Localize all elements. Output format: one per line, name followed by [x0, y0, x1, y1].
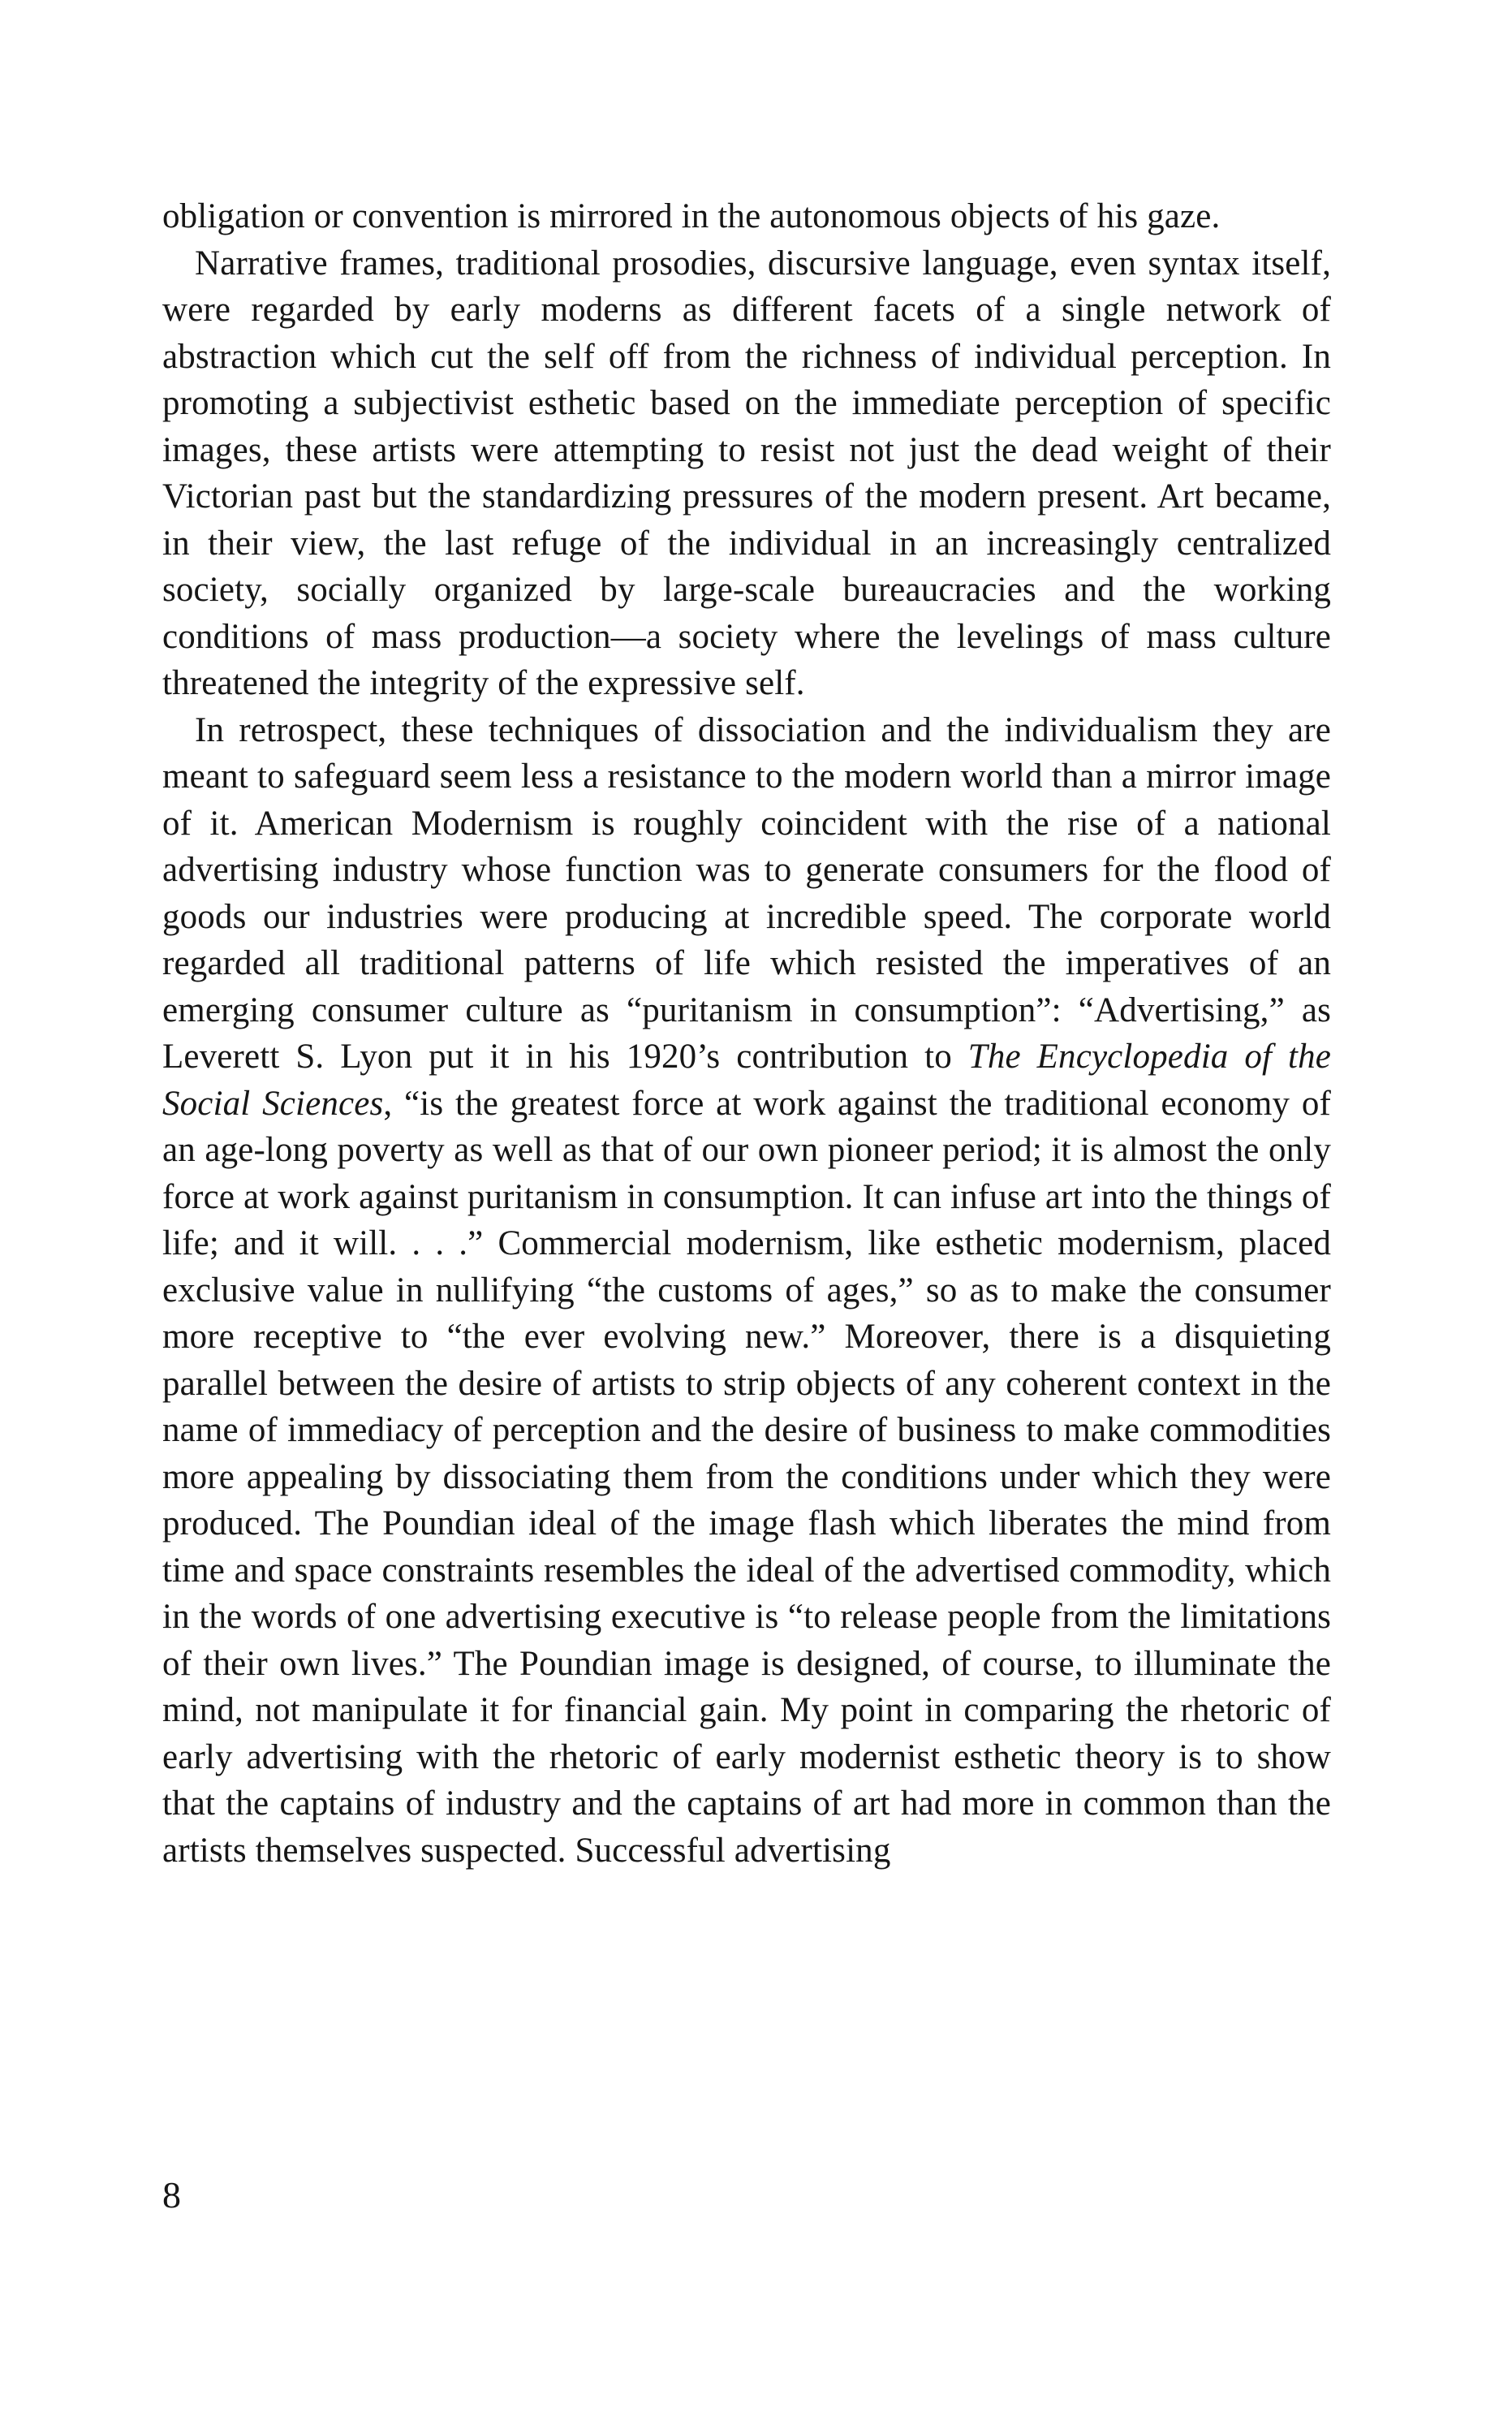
page-number: 8 [162, 2174, 181, 2216]
paragraph-3 [162, 707, 1331, 1875]
body-text [162, 193, 1331, 1874]
paragraph-3-part-2: , “is the greatest force at work against the traditional economy of an age-long poverty as well as that of our own pioneer period; it is almost the only force at work against puritanism in consumption. It can infuse art into the things of life; and it will. . . .” Commercial modernism, like esthetic modernism, placed exclusive value in nullifying “the customs of ages,” so as to make the consumer more receptive to “the ever evolving new.” Moreover, there is a disquieting parallel between the desire of artists to strip objects of any coherent context in the name of immediacy of perception and the desire of business to make commodities more appealing by dissociating them from the conditions under which they were produced. The Poundian ideal of the image flash which liberates the mind from time and space constraints resembles the ideal of the advertised commodity, which in the words of one advertising executive is “to release people from the limitations of their own lives.” The Poundian image is designed, of course, to illuminate the mind, not manipulate it for financial gain. My point in comparing the rhetoric of early advertising with the rhetoric of early modernist esthetic theory is to show that the captains of industry and the captains of art had more in common than the artists themselves suspected. Successful advertising [162, 1084, 1331, 1870]
paragraph-3-part-1: In retrospect, these techniques of dissociation and the individualism they are meant to safeguard seem less a resistance to the modern world than a mirror image of it. American Modernism is roughly coincident with the rise of a national advertising industry whose function was to generate consumers for the flood of goods our industries were producing at incredible speed. The corporate world regarded all traditional patterns of life which resisted the imperatives of an emerging consumer culture as “puritanism in consumption”: “Advertising,” as Leverett S. Lyon put it in his 1920’s contribution to [162, 710, 1331, 1076]
paragraph-2: Narrative frames, traditional prosodies, discursive language, even syntax itself, were regarded by early moderns as different facets of a single network of abstraction which cut the self off from the richness of individual perception. In promoting a subjectivist esthetic based on the immediate perception of specific images, these artists were attempting to resist not just the dead weight of their Victorian past but the standardizing pressures of the modern present. Art became, in their view, the last refuge of the individual in an increasingly centralized society, socially organized by large-scale bureaucracies and the working conditions of mass production—a society where the levelings of mass culture threatened the integrity of the expressive self. [162, 244, 1331, 702]
encyclopedia-title: The Encyclopedia of the Social Sciences [162, 1038, 1331, 1123]
paragraph-1: obligation or convention is mirrored in the autonomous objects of his gaze. [162, 197, 1221, 235]
